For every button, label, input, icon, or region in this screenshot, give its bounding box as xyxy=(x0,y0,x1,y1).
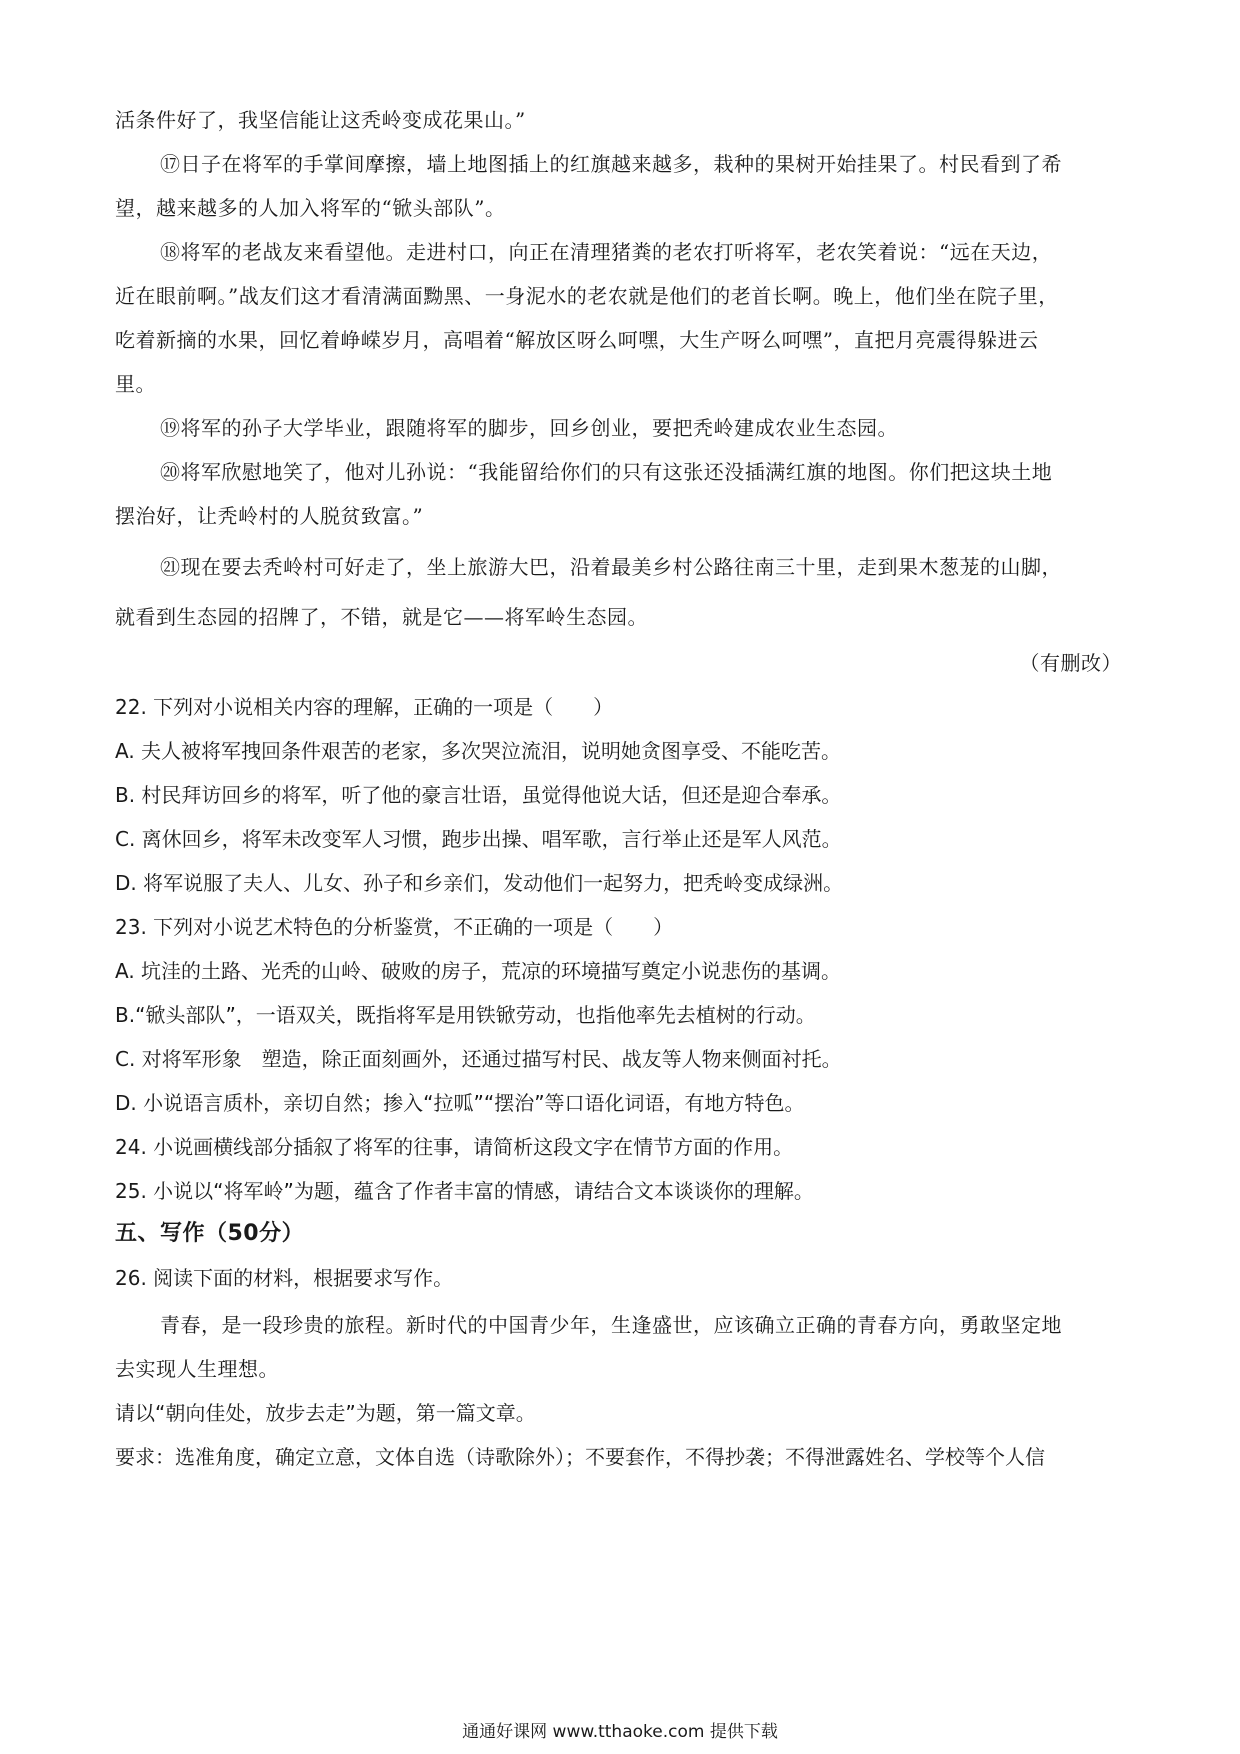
paragraph-17-line-2: 望，越来越多的人加入将军的“锨头部队”。 xyxy=(115,196,506,220)
paragraph-20-line-2: 摆治好，让秃岭村的人脱贫致富。” xyxy=(115,504,424,528)
abridged-note: （有删改） xyxy=(1019,651,1122,675)
writing-requirements: 要求：选准角度，确定立意，文体自选（诗歌除外）；不要套作，不得抄袭；不得泄露姓名、学校等个人信 xyxy=(115,1445,1045,1469)
paragraph-18-line-2: 近在眼前啊。”战友们这才看清满面黝黑、一身泥水的老农就是他们的老首长啊。晚上，他们坐在院子里， xyxy=(115,284,1059,308)
section-heading-writing: 五、写作（50分） xyxy=(115,1221,305,1246)
question-22: 22. 下列对小说相关内容的理解，正确的一项是（ ） xyxy=(115,695,614,719)
paragraph-21-line-1: ㉑现在要去秃岭村可好走了，坐上旅游大巴，沿着最美乡村公路往南三十里，走到果木葱茏的山脚， xyxy=(160,555,1062,579)
material-line-2: 去实现人生理想。 xyxy=(115,1357,279,1381)
paragraph-21-line-2: 就看到生态园的招牌了，不错，就是它——将军岭生态园。 xyxy=(115,605,648,629)
question-24: 24. 小说画横线部分插叙了将军的往事，请简析这段文字在情节方面的作用。 xyxy=(115,1135,794,1159)
question-23-option-a: A. 坑洼的土路、光秃的山岭、破败的房子，荒凉的环境描写奠定小说悲伤的基调。 xyxy=(115,959,842,983)
question-23-option-b: B.“锨头部队”，一语双关，既指将军是用铁锨劳动，也指他率先去植树的行动。 xyxy=(115,1003,816,1027)
question-23: 23. 下列对小说艺术特色的分析鉴赏，不正确的一项是（ ） xyxy=(115,915,674,939)
question-23-option-c: C. 对将军形象 塑造，除正面刻画外，还通过描写村民、战友等人物来侧面衬托。 xyxy=(115,1047,842,1071)
paragraph-18-line-1: ⑱将军的老战友来看望他。走进村口，向正在清理猪粪的老农打听将军，老农笑着说：“远在天边， xyxy=(160,240,1053,264)
paragraph-18-line-4: 里。 xyxy=(115,372,156,396)
question-25: 25. 小说以“将军岭”为题，蕴含了作者丰富的情感，请结合文本谈谈你的理解。 xyxy=(115,1179,814,1203)
question-23-option-d: D. 小说语言质朴，亲切自然；掺入“拉呱”“摆治”等口语化词语，有地方特色。 xyxy=(115,1091,805,1115)
paragraph-17-line-1: ⑰日子在将军的手掌间摩擦，墙上地图插上的红旗越来越多，栽种的果树开始挂果了。村民看到了希 xyxy=(160,152,1062,176)
question-22-option-d: D. 将军说服了夫人、儿女、孙子和乡亲们，发动他们一起努力，把秃岭变成绿洲。 xyxy=(115,871,844,895)
question-22-option-c: C. 离休回乡，将军未改变军人习惯，跑步出操、唱军歌，言行举止还是军人风范。 xyxy=(115,827,842,851)
paragraph-20-line-1: ⑳将军欣慰地笑了，他对儿孙说：“我能留给你们的只有这张还没插满红旗的地图。你们把这块土地 xyxy=(160,460,1053,484)
writing-prompt: 请以“朝向佳处，放步去走”为题，第一篇文章。 xyxy=(115,1401,536,1425)
paragraph-16-end: 活条件好了，我坚信能让这秃岭变成花果山。” xyxy=(115,108,526,132)
question-22-option-b: B. 村民拜访回乡的将军，听了他的豪言壮语，虽觉得他说大话，但还是迎合奉承。 xyxy=(115,783,842,807)
paragraph-18-line-3: 吃着新摘的水果，回忆着峥嵘岁月，高唱着“解放区呀么呵嘿，大生产呀么呵嘿”，直把月亮震得躲进云 xyxy=(115,328,1039,352)
question-22-option-a: A. 夫人被将军拽回条件艰苦的老家，多次哭泣流泪，说明她贪图享受、不能吃苦。 xyxy=(115,739,842,763)
material-line-1: 青春，是一段珍贵的旅程。新时代的中国青少年，生逢盛世，应该确立正确的青春方向，勇敢坚定地 xyxy=(160,1313,1062,1337)
question-26: 26. 阅读下面的材料，根据要求写作。 xyxy=(115,1266,454,1290)
paragraph-19: ⑲将军的孙子大学毕业，跟随将军的脚步，回乡创业，要把秃岭建成农业生态园。 xyxy=(160,416,898,440)
footer-source: 通通好课网 www.tthaoke.com 提供下载 xyxy=(462,1722,778,1742)
